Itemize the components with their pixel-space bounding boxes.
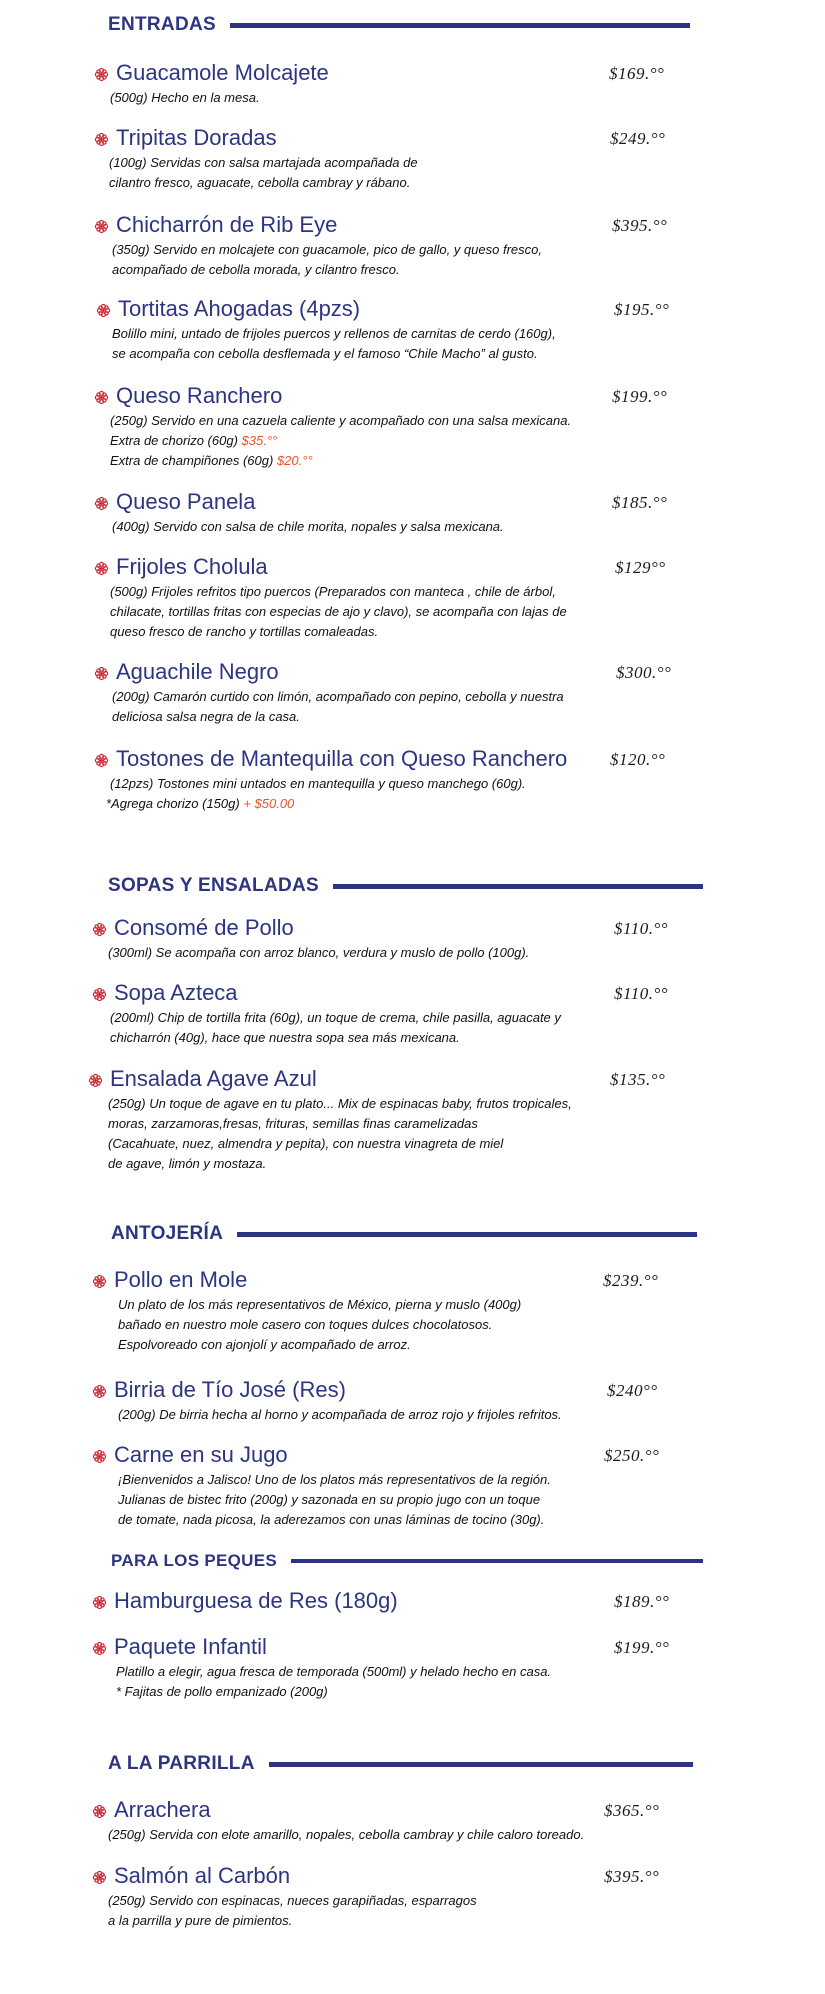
- menu-item: [92, 1588, 692, 1616]
- item-description: moras, zarzamoras,fresas, frituras, semillas finas caramelizadas: [108, 1116, 478, 1131]
- item-description: (12pzs) Tostones mini untados en mantequilla y queso manchego (60g).: [110, 776, 526, 791]
- item-description: (200g) Camarón curtido con limón, acompañado con pepino, cebolla y nuestra: [112, 689, 564, 704]
- item-price: $195.°°: [614, 300, 670, 319]
- item-description: acompañado de cebolla morada, y cilantro fresco.: [112, 262, 400, 277]
- item-description: Un plato de los más representativos de México, pierna y muslo (400g): [118, 1297, 522, 1312]
- section-title: PARA LOS PEQUES: [111, 1551, 278, 1570]
- item-description: (100g) Servidas con salsa martajada acompañada de: [109, 155, 418, 170]
- item-description: (250g) Servido con espinacas, nueces garapiñadas, esparragos: [108, 1893, 477, 1908]
- item-description: (500g) Hecho en la mesa.: [110, 90, 260, 105]
- item-description: chicharrón (40g), hace que nuestra sopa sea más mexicana.: [110, 1030, 460, 1045]
- item-price: $300.°°: [616, 663, 672, 682]
- flower-icon: [94, 219, 109, 234]
- item-name: Sopa Azteca: [114, 980, 238, 1005]
- item-price: $365.°°: [604, 1801, 660, 1820]
- item-description: (300ml) Se acompaña con arroz blanco, verdura y muslo de pollo (100g).: [108, 945, 530, 960]
- flower-icon: [94, 496, 109, 511]
- menu-item: [88, 1066, 688, 1174]
- item-name: Frijoles Cholula: [116, 554, 268, 579]
- menu-item: [92, 915, 692, 963]
- menu-item: [96, 296, 696, 364]
- item-description: (200g) De birria hecha al horno y acompañada de arroz rojo y frijoles refritos.: [118, 1407, 562, 1422]
- item-description: Platillo a elegir, agua fresca de temporada (500ml) y helado hecho en casa.: [116, 1664, 552, 1679]
- item-price: $240°°: [607, 1381, 658, 1400]
- item-name: Ensalada Agave Azul: [110, 1066, 317, 1091]
- item-price: $199.°°: [612, 387, 668, 406]
- section-divider: [291, 1559, 703, 1563]
- item-description: (250g) Servido en una cazuela caliente y acompañado con una salsa mexicana.: [110, 413, 572, 428]
- menu-item: [92, 1797, 732, 1845]
- item-price: $239.°°: [603, 1271, 659, 1290]
- flower-icon: [88, 1073, 103, 1088]
- item-name: Tripitas Doradas: [116, 125, 277, 150]
- section-title: A LA PARRILLA: [108, 1753, 255, 1774]
- item-description: (500g) Frijoles refritos tipo puercos (Preparados con manteca , chile de árbol,: [110, 584, 556, 599]
- extra-option: Extra de champiñones (60g) $20.°°: [110, 453, 313, 468]
- item-description: deliciosa salsa negra de la casa.: [112, 709, 300, 724]
- item-name: Consomé de Pollo: [114, 915, 294, 940]
- item-description: (350g) Servido en molcajete con guacamole, pico de gallo, y queso fresco,: [112, 242, 542, 257]
- flower-icon: [92, 987, 107, 1002]
- extra-option: Extra de chorizo (60g) $35.°°: [110, 433, 278, 448]
- flower-icon: [92, 1449, 107, 1464]
- menu-item: [94, 383, 694, 471]
- item-description: Bolillo mini, untado de frijoles puercos y rellenos de carnitas de cerdo (160g),: [112, 326, 556, 341]
- extra-price: $35.°°: [241, 433, 278, 448]
- section-title: ANTOJERÍA: [111, 1223, 224, 1244]
- item-price: $169.°°: [609, 64, 665, 83]
- flower-icon: [92, 1804, 107, 1819]
- flower-icon: [92, 922, 107, 937]
- item-description: queso fresco de rancho y tortillas comaleadas.: [110, 624, 379, 639]
- item-description: (200ml) Chip de tortilla frita (60g), un toque de crema, chile pasilla, aguacate y: [110, 1010, 561, 1025]
- menu-item: [94, 125, 694, 193]
- item-name: Tortitas Ahogadas (4pzs): [118, 296, 361, 321]
- item-price: $110.°°: [614, 919, 669, 938]
- item-price: $395.°°: [612, 216, 668, 235]
- menu-item: [92, 1442, 692, 1530]
- menu-item: [94, 489, 694, 537]
- item-name: Salmón al Carbón: [114, 1863, 291, 1888]
- flower-icon: [94, 67, 109, 82]
- item-price: $250.°°: [604, 1446, 660, 1465]
- item-description: Espolvoreado con ajonjolí y acompañado de arroz.: [118, 1337, 411, 1352]
- menu-item: [92, 1863, 692, 1931]
- item-description: (250g) Servida con elote amarillo, nopales, cebolla cambray y chile caloro toreado.: [108, 1827, 585, 1842]
- flower-icon: [94, 666, 109, 681]
- item-price: $249.°°: [610, 129, 666, 148]
- section-divider: [237, 1232, 697, 1237]
- flower-icon: [94, 753, 109, 768]
- section-title: ENTRADAS: [108, 14, 216, 35]
- item-price: $185.°°: [612, 493, 668, 512]
- flower-icon: [96, 303, 111, 318]
- item-description: a la parrilla y pure de pimientos.: [108, 1913, 293, 1928]
- flower-icon: [94, 390, 109, 405]
- menu-item: [92, 1267, 692, 1355]
- item-name: Hamburguesa de Res (180g): [114, 1588, 398, 1613]
- item-price: $120.°°: [610, 750, 666, 769]
- item-name: Birria de Tío José (Res): [114, 1377, 346, 1402]
- menu-item: [94, 554, 694, 642]
- item-name: Chicharrón de Rib Eye: [116, 212, 338, 237]
- item-description: Julianas de bistec frito (200g) y sazonada en su propio jugo con un toque: [118, 1492, 541, 1507]
- menu-item: [92, 980, 692, 1048]
- section-header-antojeria: [111, 1220, 697, 1248]
- item-name: Guacamole Molcajete: [116, 60, 329, 85]
- flower-icon: [92, 1595, 107, 1610]
- item-name: Paquete Infantil: [114, 1634, 267, 1659]
- extra-price: + $50.00: [243, 796, 295, 811]
- extra-option: *Agrega chorizo (150g) + $50.00: [106, 796, 295, 811]
- extra-price: $20.°°: [276, 453, 313, 468]
- section-header-peques: [111, 1547, 703, 1575]
- section-header-entradas: [108, 11, 690, 39]
- item-description: (Cacahuate, nuez, almendra y pepita), con nuestra vinagreta de miel: [108, 1136, 504, 1151]
- item-description: * Fajitas de pollo empanizado (200g): [116, 1684, 328, 1699]
- menu-item: [92, 1377, 692, 1425]
- item-name: Aguachile Negro: [116, 659, 279, 684]
- item-price: $129°°: [615, 558, 666, 577]
- item-description: de tomate, nada picosa, la aderezamos con unas láminas de tocino (30g).: [118, 1512, 545, 1527]
- section-divider: [230, 23, 690, 28]
- menu-item: [94, 60, 694, 108]
- section-divider: [269, 1762, 693, 1767]
- menu-item: [94, 746, 714, 814]
- section-divider: [333, 884, 703, 889]
- flower-icon: [92, 1641, 107, 1656]
- item-description: (250g) Un toque de agave en tu plato... Mix de espinacas baby, frutos tropicales,: [108, 1096, 572, 1111]
- item-name: Pollo en Mole: [114, 1267, 248, 1292]
- item-description: bañado en nuestro mole casero con toques dulces chocolatosos.: [118, 1317, 493, 1332]
- item-description: cilantro fresco, aguacate, cebolla cambray y rábano.: [109, 175, 411, 190]
- item-description: (400g) Servido con salsa de chile morita, nopales y salsa mexicana.: [112, 519, 504, 534]
- item-name: Queso Panela: [116, 489, 256, 514]
- item-name: Arrachera: [114, 1797, 211, 1822]
- menu-item: [94, 212, 694, 280]
- item-description: ¡Bienvenidos a Jalisco! Uno de los platos más representativos de la región.: [118, 1472, 551, 1487]
- flower-icon: [92, 1384, 107, 1399]
- menu-item: [94, 659, 694, 727]
- item-description: de agave, limón y mostaza.: [108, 1156, 267, 1171]
- item-price: $199.°°: [614, 1638, 670, 1657]
- section-header-parrilla: [108, 1750, 693, 1778]
- item-price: $395.°°: [604, 1867, 660, 1886]
- item-name: Carne en su Jugo: [114, 1442, 288, 1467]
- item-price: $189.°°: [614, 1592, 670, 1611]
- menu-item: [92, 1634, 712, 1702]
- item-price: $135.°°: [610, 1070, 666, 1089]
- flower-icon: [94, 132, 109, 147]
- item-description: chilacate, tortillas fritas con especias de ajo y clavo), se acompaña con lajas de: [110, 604, 567, 619]
- flower-icon: [94, 561, 109, 576]
- item-description: se acompaña con cebolla desflemada y el famoso “Chile Macho” al gusto.: [112, 346, 538, 361]
- flower-icon: [92, 1274, 107, 1289]
- section-header-sopas: [108, 872, 703, 900]
- item-price: $110.°°: [614, 984, 669, 1003]
- item-name: Queso Ranchero: [116, 383, 283, 408]
- section-title: SOPAS Y ENSALADAS: [108, 875, 319, 896]
- flower-icon: [92, 1870, 107, 1885]
- item-name: Tostones de Mantequilla con Queso Ranchero: [116, 746, 568, 771]
